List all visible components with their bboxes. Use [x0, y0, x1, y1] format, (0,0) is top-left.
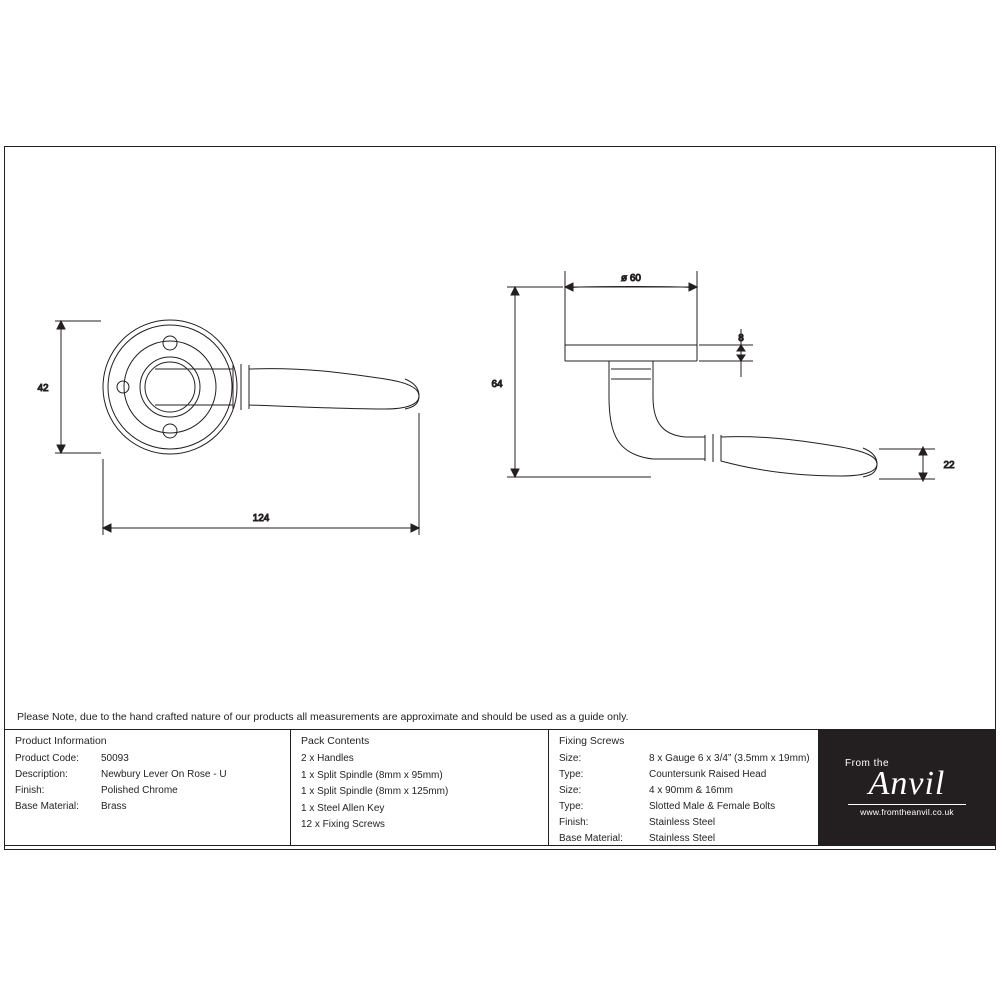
front-height-dimension — [55, 321, 101, 453]
logo-divider — [848, 804, 966, 805]
info-table — [4, 730, 996, 846]
projection-dimension — [507, 287, 651, 477]
fixing-size-1-label: Size: — [559, 753, 582, 764]
table-row — [559, 815, 818, 831]
side-view — [565, 287, 877, 478]
dim-front-width: 124 — [252, 513, 270, 524]
rose-thickness-dimension — [699, 329, 753, 377]
dim-lever-thickness: 22 — [943, 460, 955, 471]
fixing-size-1-value: 8 x Gauge 6 x 3/4” (3.5mm x 19mm) — [649, 753, 810, 764]
product-code-value: 50093 — [101, 753, 129, 764]
lever-thickness-dimension — [879, 447, 935, 481]
list-item: 2 x Handles — [301, 753, 354, 764]
table-row — [559, 751, 818, 767]
front-view — [103, 320, 419, 454]
base-material-label: Base Material: — [15, 801, 79, 812]
measurement-note: Please Note, due to the hand crafted nature of our products all measurements are approximate and should be used as a guide only. — [17, 710, 629, 723]
fixing-type-2-label: Type: — [559, 801, 584, 812]
fixing-finish-label: Finish: — [559, 817, 589, 828]
product-information-column — [5, 730, 291, 845]
fixing-screws-body — [549, 751, 818, 847]
logo-main-text: Anvil — [868, 765, 946, 802]
table-row — [15, 751, 290, 767]
table-row — [559, 783, 818, 799]
fixing-size-2-value: 4 x 90mm & 16mm — [649, 785, 733, 796]
fixing-finish-value: Stainless Steel — [649, 817, 716, 828]
list-item: 12 x Fixing Screws — [301, 819, 385, 830]
brand-logo — [819, 730, 995, 845]
table-row — [559, 799, 818, 815]
finish-value: Polished Chrome — [101, 785, 178, 796]
table-row — [15, 799, 290, 815]
list-item: 1 x Steel Allen Key — [301, 802, 385, 814]
measurement-note-row — [4, 704, 996, 730]
table-row — [559, 767, 818, 783]
finish-label: Finish: — [15, 785, 45, 796]
product-information-heading: Product Information — [15, 735, 107, 747]
table-row — [559, 831, 818, 847]
product-information-body — [5, 751, 290, 815]
table-row — [15, 767, 290, 783]
fixing-type-1-value: Countersunk Raised Head — [649, 769, 767, 780]
dim-projection: 64 — [491, 379, 503, 390]
table-row — [15, 783, 290, 799]
fixing-screws-column — [549, 730, 819, 845]
pack-contents-body — [291, 751, 548, 834]
pack-contents-column — [291, 730, 549, 845]
product-code-label: Product Code: — [15, 753, 79, 764]
logo-top-text: From the — [845, 758, 890, 769]
dim-front-height: 42 — [37, 383, 49, 394]
list-item: 1 x Split Spindle (8mm x 95mm) — [301, 769, 443, 781]
logo-website-url: www.fromtheanvil.co.uk — [860, 807, 954, 817]
fixing-type-2-value: Slotted Male & Female Bolts — [649, 801, 776, 812]
description-label: Description: — [15, 769, 68, 780]
fixing-size-2-label: Size: — [559, 785, 582, 796]
fixing-type-1-label: Type: — [559, 769, 584, 780]
fixing-screws-heading: Fixing Screws — [559, 735, 625, 747]
fixing-base-material-value: Stainless Steel — [649, 833, 716, 844]
dim-rose-diameter: ø 60 — [620, 273, 642, 284]
fixing-base-material-label: Base Material: — [559, 833, 623, 844]
description-value: Newbury Lever On Rose - U — [101, 769, 227, 780]
base-material-value: Brass — [101, 801, 127, 812]
list-item: 1 x Split Spindle (8mm x 125mm) — [301, 786, 449, 797]
pack-contents-heading: Pack Contents — [301, 735, 370, 747]
dim-rose-thickness: 8 — [738, 333, 744, 344]
